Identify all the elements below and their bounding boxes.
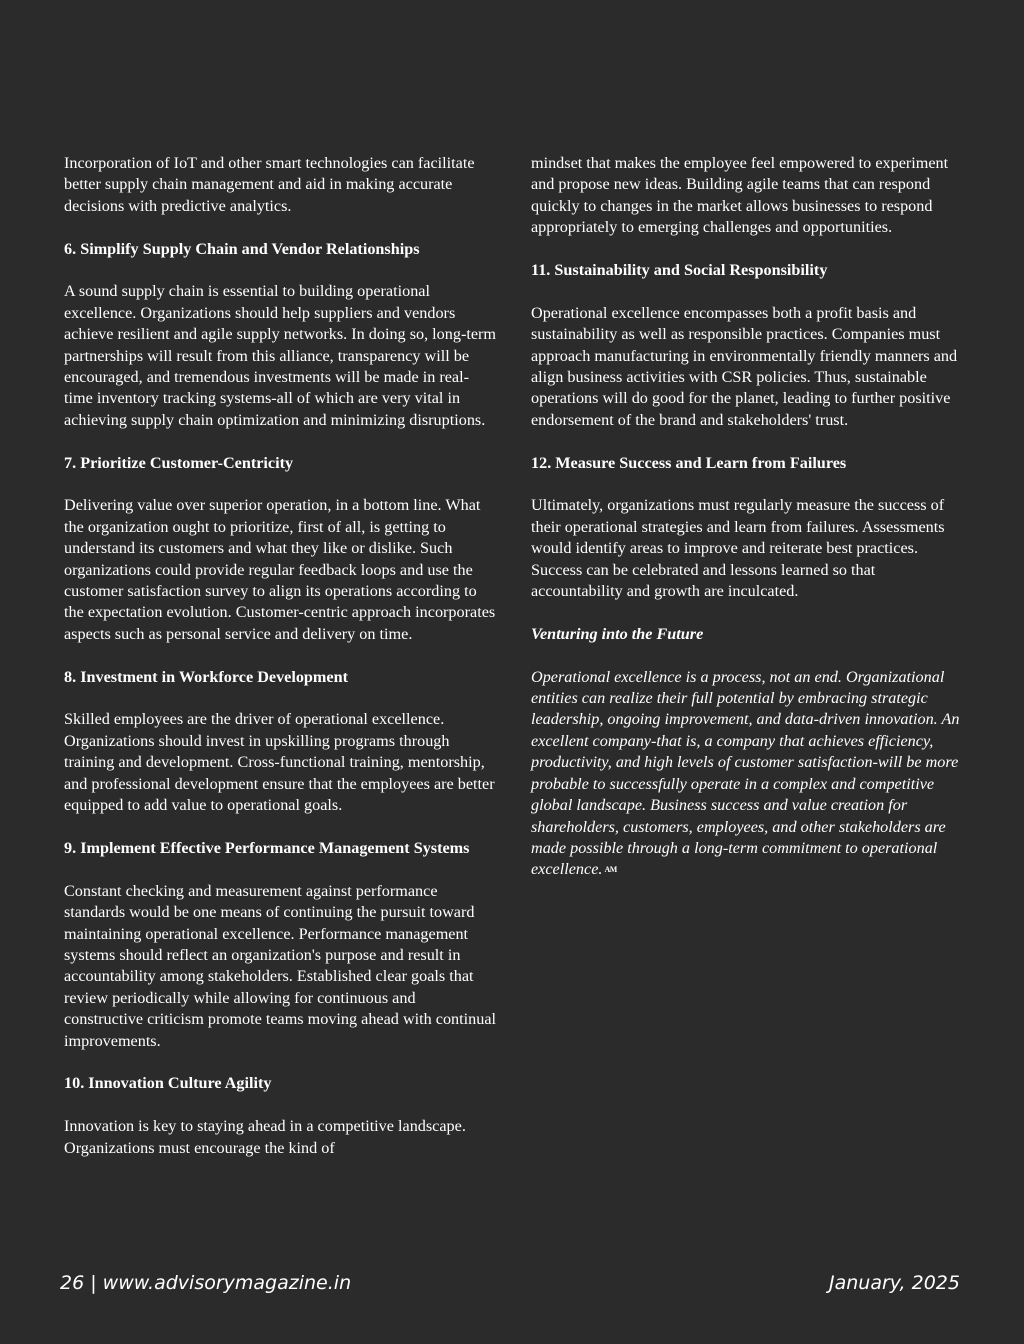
right-column bbox=[531, 153, 961, 902]
section-8-body: Skilled employees are the driver of operational excellence. Organizations should invest in upskilling programs through training and development. Cross-functional training, mentorship, and professional development ensure that the employees are better equipped to add value to operational goals. bbox=[64, 710, 495, 815]
section-11-heading: 11. Sustainability and Social Responsibility bbox=[531, 261, 828, 280]
section-12-heading: 12. Measure Success and Learn from Failures bbox=[531, 453, 847, 472]
footer-page-and-site: 26 | www.advisorymagazine.in bbox=[60, 1272, 352, 1294]
section-8-heading: 8. Investment in Workforce Development bbox=[64, 667, 348, 686]
section-10-heading: 10. Innovation Culture Agility bbox=[64, 1074, 272, 1093]
footer-date: January, 2025 bbox=[829, 1272, 960, 1294]
end-mark-icon: AM bbox=[604, 865, 617, 875]
left-column bbox=[64, 153, 496, 1180]
page-footer bbox=[60, 1272, 960, 1302]
intro-paragraph: Incorporation of IoT and other smart technologies can facilitate better supply chain management and aid in making accurate decisions with predictive analytics. bbox=[64, 154, 475, 215]
future-body-text: Operational excellence is a process, not an end. Organizational entities can realize their full potential by embracing strategic leadership, ongoing improvement, and data-driven innovation. An excellent company-that is, a company that achieves efficiency, productivity, and high levels of customer satisfaction-will be more probable to successfully operate in a complex and competitive global landscape. Business success and value creation for shareholders, customers, employees, and other stakeholders are made possible through a long-term commitment to operational excellence. bbox=[531, 667, 960, 879]
future-body bbox=[531, 667, 961, 881]
section-7-body: Delivering value over superior operation, in a bottom line. What the organization ought to prioritize, first of all, is getting to understand its customers and what they like or dislike. Such organizations could provide regular feedback loops and use the customer satisfaction survey to align its operations according to the expectation evolution. Customer-centric approach incorporates aspects such as personal service and delivery on time. bbox=[64, 496, 496, 643]
section-9-heading: 9. Implement Effective Performance Management Systems bbox=[64, 838, 470, 857]
section-10-continued: mindset that makes the employee feel empowered to experiment and propose new ideas. Building agile teams that can respond quickly to changes in the market allows businesses to respond appropriately to emerging challenges and opportunities. bbox=[531, 154, 949, 237]
section-12-body: Ultimately, organizations must regularly measure the success of their operational strategies and learn from failures. Assessments would identify areas to improve and reiterate best practices. Success can be celebrated and lessons learned so that accountability and growth are inculcated. bbox=[531, 496, 945, 601]
section-7-heading: 7. Prioritize Customer-Centricity bbox=[64, 453, 294, 472]
section-6-body: A sound supply chain is essential to building operational excellence. Organizations should help suppliers and vendors achieve resilient and agile supply networks. In doing so, long-term partnerships will result from this alliance, transparency will be encouraged, and tremendous investments will be made in real-time inventory tracking systems-all of which are very vital in achieving supply chain optimization and minimizing disruptions. bbox=[64, 282, 497, 429]
section-6-heading: 6. Simplify Supply Chain and Vendor Relationships bbox=[64, 239, 420, 258]
section-10-body: Innovation is key to staying ahead in a competitive landscape. Organizations must encourage the kind of bbox=[64, 1117, 466, 1157]
future-heading: Venturing into the Future bbox=[531, 624, 704, 643]
section-9-body: Constant checking and measurement against performance standards would be one means of continuing the pursuit toward maintaining operational excellence. Performance management systems should reflect an organization's purpose and result in accountability among stakeholders. Established clear goals that review periodically while allowing for continuous and constructive criticism promote teams moving ahead with continual improvements. bbox=[64, 881, 497, 1050]
section-11-body: Operational excellence encompasses both a profit basis and sustainability as well as responsible practices. Companies must approach manufacturing in environmentally friendly manners and align business activities with CSR policies. Thus, sustainable operations will do good for the planet, leading to further positive endorsement of the brand and stakeholders' trust. bbox=[531, 303, 958, 429]
